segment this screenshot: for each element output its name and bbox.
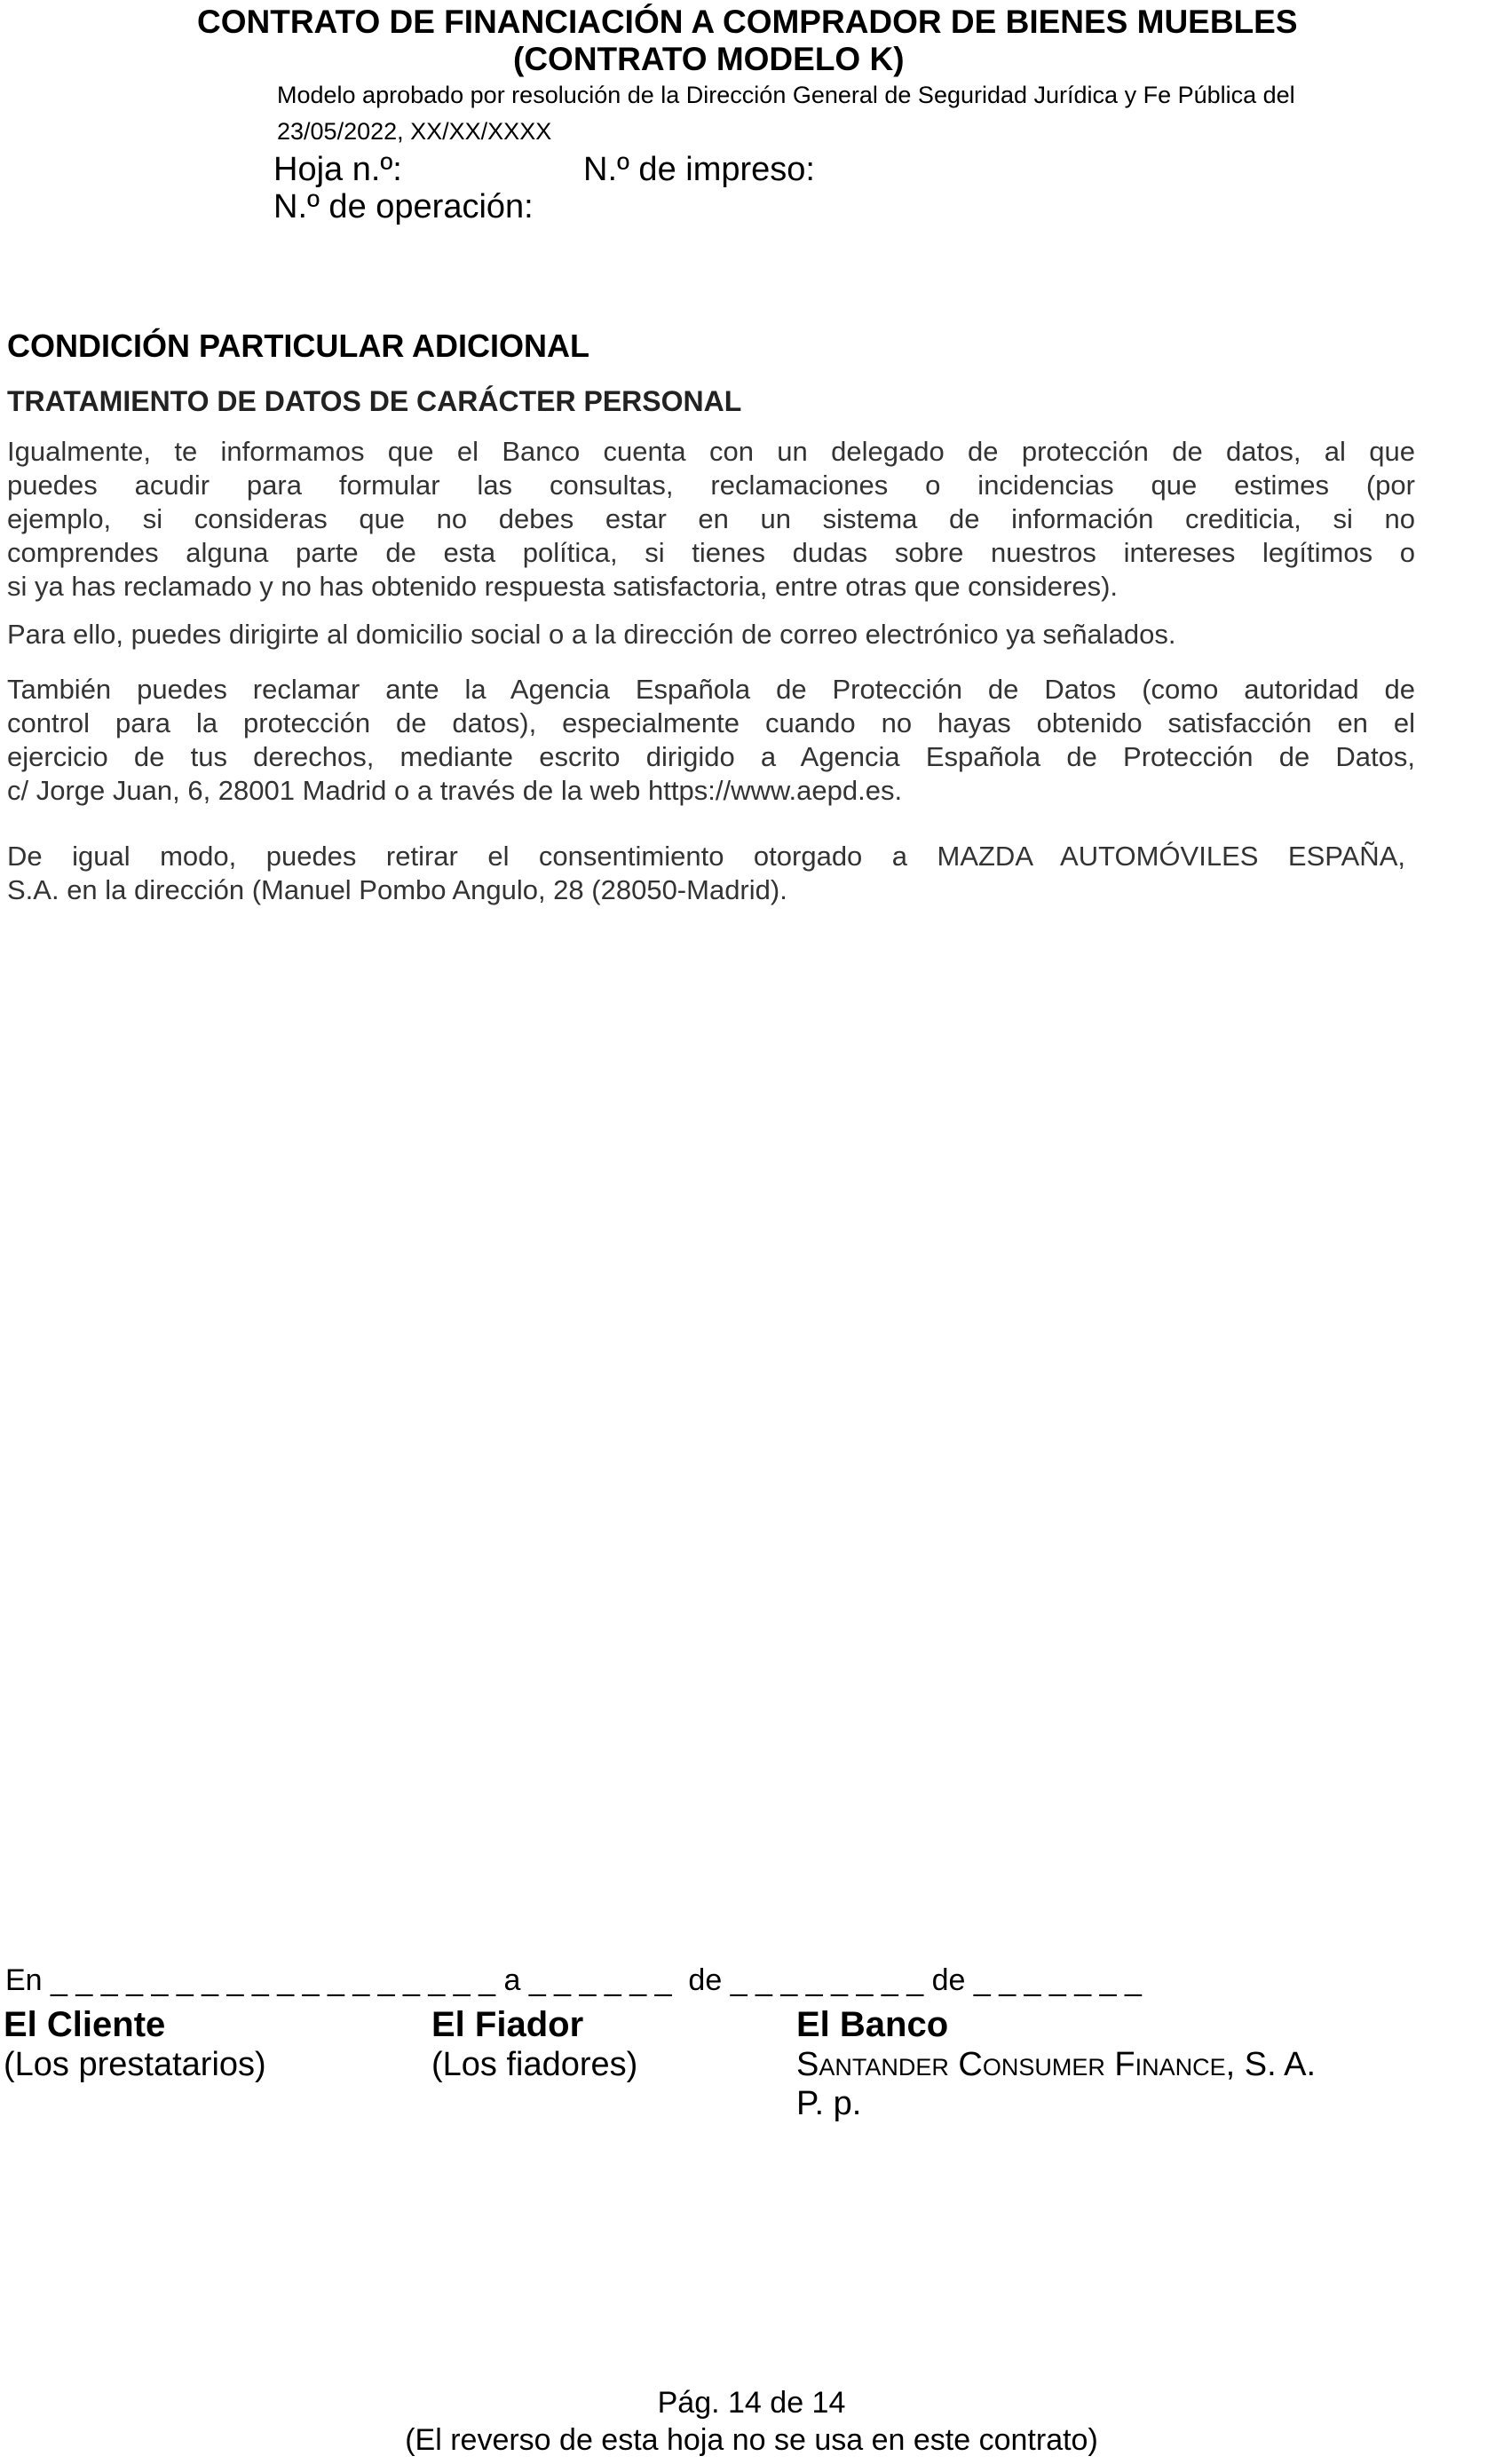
sheet-number-label: Hoja n.º:	[273, 151, 402, 188]
paragraph-line: También puedes reclamar ante la Agencia Española de Protección de Datos (como autoridad de	[7, 674, 1415, 705]
day-blank[interactable]: _ _ _ _ _ _	[528, 1963, 672, 1997]
paragraph-line: Para ello, puedes dirigirte al domicilio social o a la dirección de correo electrónico ya señalados.	[7, 619, 1176, 650]
contract-title-line2: (CONTRATO MODELO K)	[513, 41, 905, 77]
reverse-note: (El reverso de esta hoja no se usa en este contrato)	[405, 2423, 1098, 2457]
party-role: El Banco	[796, 2005, 949, 2044]
party-role: El Cliente	[4, 2005, 166, 2044]
paragraph-data-protection-officer	[7, 435, 1415, 604]
signature-date-line	[5, 1963, 1142, 1998]
paragraph-contact	[7, 618, 1415, 652]
section-subheading: TRATAMIENTO DE DATOS DE CARÁCTER PERSONAL	[7, 385, 742, 417]
paragraph-line: De igual modo, puedes retirar el consentimiento otorgado a MAZDA AUTOMÓVILES ESPAÑA,	[7, 841, 1405, 872]
place-blank[interactable]: _ _ _ _ _ _ _ _ _ _ _ _ _ _ _ _ _ _	[51, 1963, 495, 1997]
paragraph-line: control para la protección de datos), especialmente cuando no hayas obtenido satisfacción en el	[7, 707, 1415, 738]
approval-text-line2: 23/05/2022, XX/XX/XXXX	[277, 118, 552, 145]
paragraph-line: ejemplo, si consideras que no debes estar en un sistema de información crediticia, si no	[7, 503, 1415, 534]
paragraph-line: Igualmente, te informamos que el Banco cuenta con un delegado de protección de datos, al que	[7, 436, 1415, 467]
paragraph-line: si ya has reclamado y no has obtenido respuesta satisfactoria, entre otras que consideres).	[7, 571, 1119, 602]
operation-number-label: N.º de operación:	[273, 188, 534, 225]
paragraph-line: puedes acudir para formular las consultas, reclamaciones o incidencias que estimes (por	[7, 470, 1415, 501]
month-blank[interactable]: _ _ _ _ _ _ _ _	[730, 1963, 924, 1997]
approval-text-line1: Modelo aprobado por resolución de la Dirección General de Seguridad Jurídica y Fe Pública del	[277, 82, 1295, 108]
paragraph-line: c/ Jorge Juan, 6, 28001 Madrid o a través de la web https://www.aepd.es.	[7, 775, 903, 806]
day-prefix: a	[503, 1963, 521, 1997]
paragraph-line: comprendes alguna parte de esta política, si tienes dudas sobre nuestros intereses legítimos o	[7, 537, 1415, 568]
section-heading: CONDICIÓN PARTICULAR ADICIONAL	[7, 328, 589, 364]
month-prefix: de	[688, 1963, 723, 1997]
paragraph-withdraw-consent	[7, 840, 1415, 907]
year-prefix: de	[931, 1963, 966, 1997]
party-subtitle: (Los prestatarios)	[4, 2046, 266, 2083]
contract-title-line1: CONTRATO DE FINANCIACIÓN A COMPRADOR DE BIENES MUEBLES	[197, 4, 1298, 40]
signature-party-bank	[796, 2004, 1316, 2123]
party-role: El Fiador	[431, 2005, 584, 2044]
party-subtitle: (Los fiadores)	[431, 2046, 638, 2083]
bank-pp: P. p.	[796, 2085, 862, 2122]
signature-party-client	[4, 2004, 266, 2084]
print-number-label: N.º de impreso:	[583, 151, 815, 188]
paragraph-line: ejercicio de tus derechos, mediante escrito dirigido a Agencia Española de Protección de Datos,	[7, 741, 1415, 772]
year-blank[interactable]: _ _ _ _ _ _ _	[973, 1963, 1142, 1997]
paragraph-line: S.A. en la dirección (Manuel Pombo Angulo, 28 (28050-Madrid).	[7, 874, 787, 905]
signature-party-guarantor	[431, 2004, 637, 2084]
page-number: Pág. 14 de 14	[657, 2386, 846, 2420]
paragraph-aepd-claim	[7, 673, 1415, 808]
place-prefix: En	[5, 1963, 43, 1997]
bank-name: Santander Consumer Finance, S. A.	[796, 2046, 1317, 2083]
